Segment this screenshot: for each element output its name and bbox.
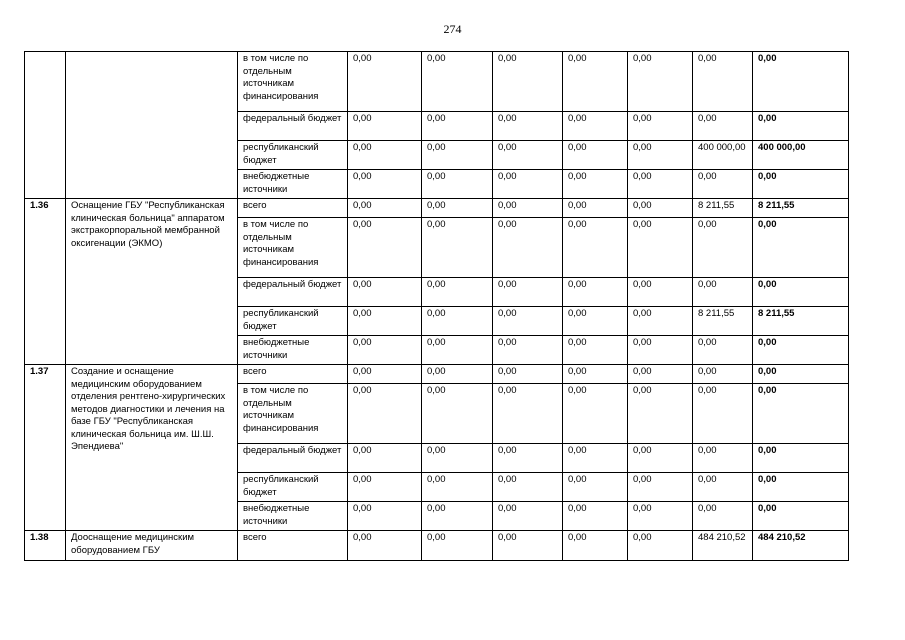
value-cell: 0,00 (628, 52, 693, 112)
value-cell: 0,00 (628, 307, 693, 336)
value-cell: 0,00 (493, 278, 563, 307)
total-cell: 0,00 (753, 365, 849, 384)
value-cell: 0,00 (693, 52, 753, 112)
funding-source-cell: в том числе по отдельным источникам финансирования (238, 52, 348, 112)
value-cell: 400 000,00 (693, 141, 753, 170)
total-cell: 0,00 (753, 218, 849, 278)
value-cell: 0,00 (628, 141, 693, 170)
value-cell: 0,00 (693, 384, 753, 444)
value-cell: 0,00 (422, 278, 493, 307)
value-cell: 0,00 (422, 52, 493, 112)
value-cell: 0,00 (628, 473, 693, 502)
row-number-cell: 1.36 (25, 199, 66, 365)
value-cell: 0,00 (693, 170, 753, 199)
value-cell: 0,00 (348, 365, 422, 384)
funding-source-cell: республиканский бюджет (238, 141, 348, 170)
value-cell: 0,00 (628, 278, 693, 307)
value-cell: 0,00 (493, 336, 563, 365)
value-cell: 0,00 (628, 170, 693, 199)
row-number-cell: 1.38 (25, 531, 66, 561)
value-cell: 0,00 (348, 112, 422, 141)
measure-name-cell (66, 52, 238, 199)
value-cell: 0,00 (563, 218, 628, 278)
value-cell: 0,00 (693, 473, 753, 502)
total-cell: 484 210,52 (753, 531, 849, 561)
funding-source-cell: в том числе по отдельным источникам финансирования (238, 218, 348, 278)
table-row (25, 531, 849, 561)
value-cell: 0,00 (563, 336, 628, 365)
total-cell: 0,00 (753, 112, 849, 141)
value-cell: 0,00 (348, 278, 422, 307)
value-cell: 0,00 (563, 278, 628, 307)
value-cell: 0,00 (422, 112, 493, 141)
value-cell: 0,00 (628, 336, 693, 365)
total-cell: 8 211,55 (753, 307, 849, 336)
value-cell: 0,00 (348, 473, 422, 502)
value-cell: 0,00 (693, 444, 753, 473)
row-number-cell (25, 52, 66, 199)
value-cell: 0,00 (422, 384, 493, 444)
value-cell: 0,00 (422, 141, 493, 170)
total-cell: 0,00 (753, 52, 849, 112)
value-cell: 8 211,55 (693, 199, 753, 218)
value-cell: 0,00 (348, 384, 422, 444)
value-cell: 0,00 (348, 170, 422, 199)
total-cell: 0,00 (753, 170, 849, 199)
value-cell: 0,00 (348, 307, 422, 336)
value-cell: 0,00 (422, 444, 493, 473)
value-cell: 0,00 (422, 218, 493, 278)
funding-source-cell: федеральный бюджет (238, 112, 348, 141)
total-cell: 0,00 (753, 444, 849, 473)
value-cell: 0,00 (493, 473, 563, 502)
value-cell: 0,00 (493, 384, 563, 444)
value-cell: 0,00 (348, 52, 422, 112)
table-row (25, 52, 849, 112)
value-cell: 0,00 (563, 384, 628, 444)
value-cell: 0,00 (493, 307, 563, 336)
value-cell: 0,00 (493, 531, 563, 561)
value-cell: 0,00 (348, 502, 422, 531)
value-cell: 0,00 (628, 365, 693, 384)
value-cell: 0,00 (422, 336, 493, 365)
page-number: 274 (443, 22, 462, 36)
value-cell: 0,00 (628, 384, 693, 444)
value-cell: 0,00 (693, 336, 753, 365)
value-cell: 0,00 (493, 218, 563, 278)
value-cell: 0,00 (422, 531, 493, 561)
value-cell: 0,00 (493, 365, 563, 384)
total-cell: 8 211,55 (753, 199, 849, 218)
value-cell: 0,00 (628, 218, 693, 278)
value-cell: 0,00 (563, 365, 628, 384)
funding-source-cell: республиканский бюджет (238, 307, 348, 336)
funding-source-cell: в том числе по отдельным источникам финансирования (238, 384, 348, 444)
value-cell: 0,00 (493, 170, 563, 199)
total-cell: 0,00 (753, 278, 849, 307)
value-cell: 0,00 (422, 502, 493, 531)
value-cell: 8 211,55 (693, 307, 753, 336)
value-cell: 0,00 (493, 502, 563, 531)
total-cell: 400 000,00 (753, 141, 849, 170)
value-cell: 0,00 (348, 531, 422, 561)
value-cell: 0,00 (422, 199, 493, 218)
value-cell: 0,00 (693, 365, 753, 384)
value-cell: 0,00 (628, 444, 693, 473)
value-cell: 0,00 (628, 531, 693, 561)
value-cell: 0,00 (493, 141, 563, 170)
total-cell: 0,00 (753, 336, 849, 365)
value-cell: 0,00 (563, 170, 628, 199)
value-cell: 0,00 (628, 199, 693, 218)
row-number-cell: 1.37 (25, 365, 66, 531)
value-cell: 0,00 (348, 444, 422, 473)
total-cell: 0,00 (753, 473, 849, 502)
value-cell: 0,00 (563, 112, 628, 141)
value-cell: 0,00 (628, 502, 693, 531)
value-cell: 0,00 (348, 199, 422, 218)
value-cell: 0,00 (422, 365, 493, 384)
funding-source-cell: всего (238, 531, 348, 561)
financing-table (24, 51, 849, 561)
funding-source-cell: всего (238, 199, 348, 218)
value-cell: 0,00 (628, 112, 693, 141)
funding-source-cell: внебюджетные источники (238, 170, 348, 199)
total-cell: 0,00 (753, 502, 849, 531)
total-cell: 0,00 (753, 384, 849, 444)
value-cell: 0,00 (493, 112, 563, 141)
measure-name-cell: Оснащение ГБУ "Республиканская клиническая больница" аппаратом экстракорпоральной мембранной оксигенации (ЭКМО) (66, 199, 238, 365)
value-cell: 0,00 (693, 218, 753, 278)
value-cell: 0,00 (348, 141, 422, 170)
value-cell: 0,00 (493, 199, 563, 218)
funding-source-cell: внебюджетные источники (238, 502, 348, 531)
value-cell: 0,00 (493, 444, 563, 473)
value-cell: 0,00 (563, 52, 628, 112)
table-row (25, 365, 849, 384)
value-cell: 0,00 (693, 502, 753, 531)
funding-source-cell: всего (238, 365, 348, 384)
funding-source-cell: федеральный бюджет (238, 278, 348, 307)
measure-name-cell: Дооснащение медицинским оборудованием ГБУ (66, 531, 238, 561)
funding-source-cell: республиканский бюджет (238, 473, 348, 502)
value-cell: 0,00 (563, 531, 628, 561)
value-cell: 484 210,52 (693, 531, 753, 561)
table-row (25, 199, 849, 218)
value-cell: 0,00 (563, 444, 628, 473)
funding-source-cell: внебюджетные источники (238, 336, 348, 365)
value-cell: 0,00 (693, 112, 753, 141)
table-body (25, 52, 849, 561)
value-cell: 0,00 (563, 141, 628, 170)
value-cell: 0,00 (563, 502, 628, 531)
value-cell: 0,00 (563, 199, 628, 218)
value-cell: 0,00 (693, 278, 753, 307)
value-cell: 0,00 (422, 307, 493, 336)
measure-name-cell: Создание и оснащение медицинским оборудованием отделения рентгено-хирургических методов диагностики и лечения на базе ГБУ "Республиканская клиническая больница им. Ш.Ш. Эпендиева" (66, 365, 238, 531)
value-cell: 0,00 (422, 170, 493, 199)
value-cell: 0,00 (348, 218, 422, 278)
value-cell: 0,00 (563, 473, 628, 502)
value-cell: 0,00 (493, 52, 563, 112)
value-cell: 0,00 (348, 336, 422, 365)
value-cell: 0,00 (422, 473, 493, 502)
value-cell: 0,00 (563, 307, 628, 336)
funding-source-cell: федеральный бюджет (238, 444, 348, 473)
